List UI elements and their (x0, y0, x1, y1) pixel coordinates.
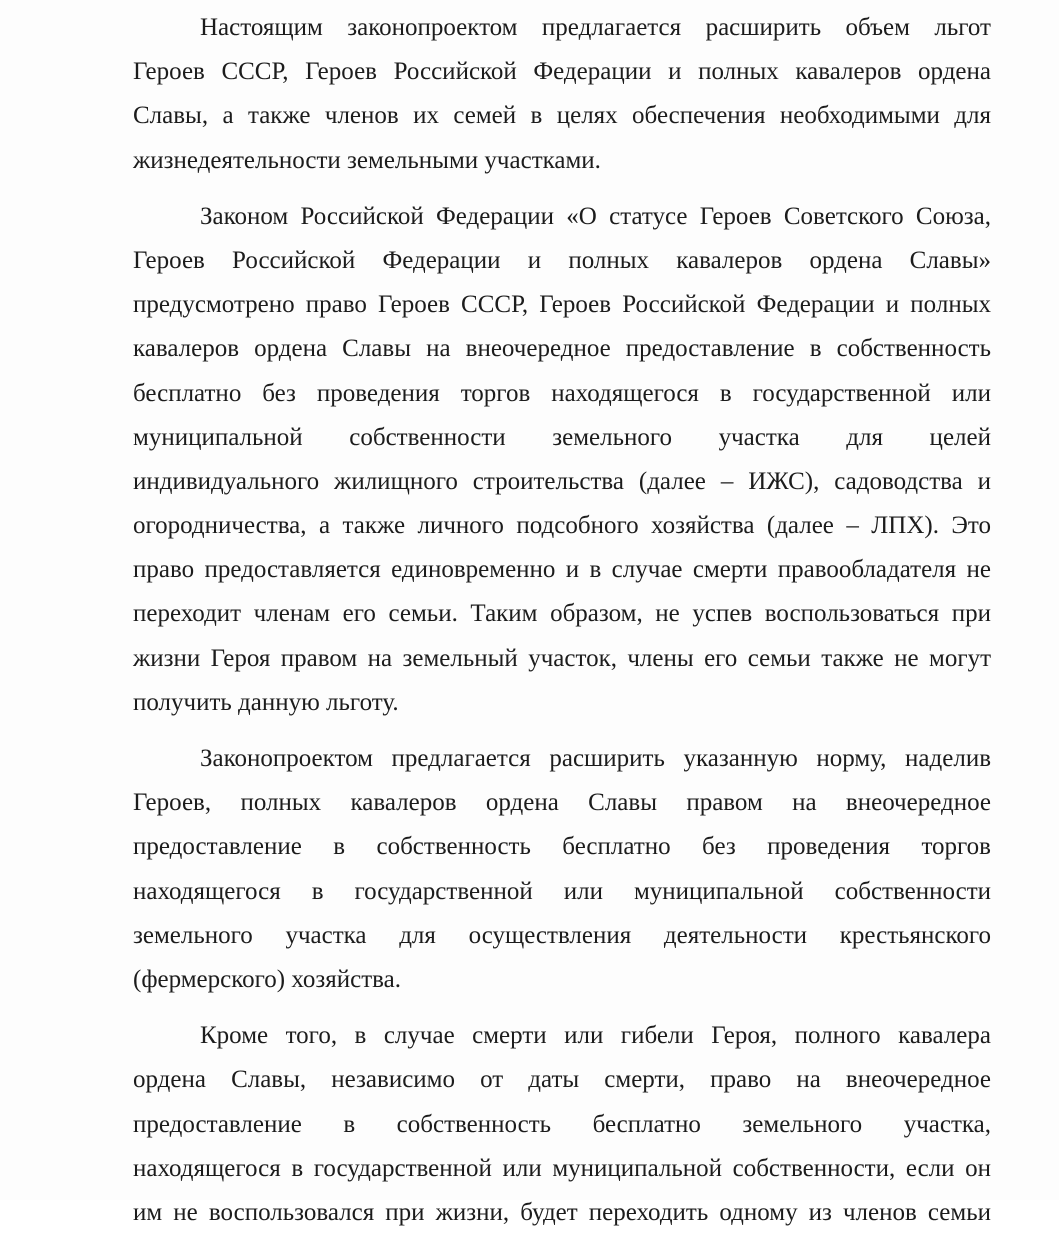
text-line: индивидуального жилищного строительства (далее – ИЖС), садоводства и (133, 467, 991, 495)
text-line: (фермерского) хозяйства. (133, 965, 401, 993)
text-line: Законопроектом предлагается расширить указанную норму, наделив (200, 745, 991, 772)
text-line: Героев, полных кавалеров ордена Славы правом на внеочередное (133, 789, 991, 817)
text-line: получить данную льготу. (133, 688, 399, 716)
text-line: муниципальной собственности земельного участка для целей (133, 423, 991, 451)
paragraph-2 (133, 195, 991, 725)
text-line: право предоставляется единовременно и в случае смерти правообладателя не (133, 556, 991, 584)
paragraph-1 (133, 6, 991, 183)
text-line: огородничества, а также личного подсобного хозяйства (далее – ЛПХ). Это (133, 512, 991, 540)
text-line: Настоящим законопроектом предлагается расширить объем льгот (200, 14, 991, 41)
text-line: земельного участка для осуществления деятельности крестьянского (133, 921, 991, 949)
document-text (133, 6, 991, 1247)
text-line: жизни Героя правом на земельный участок, члены его семьи также не могут (133, 644, 991, 672)
text-line: Героев Российской Федерации и полных кавалеров ордена Славы» (133, 246, 991, 274)
text-line: Славы, а также членов их семей в целях обеспечения необходимыми для (133, 102, 991, 130)
paragraph-3 (133, 737, 991, 1002)
text-line: предоставление в собственность бесплатно без проведения торгов (133, 833, 991, 861)
text-line: переходит членам его семьи. Таким образом, не успев воспользоваться при (133, 600, 991, 628)
paragraph-4 (133, 1014, 991, 1235)
text-line: предусмотрено право Героев СССР, Героев Российской Федерации и полных (133, 291, 991, 319)
text-line: им не воспользовался при жизни, будет переходить одному из членов семьи (133, 1198, 991, 1226)
text-line: предоставление в собственность бесплатно земельного участка, (133, 1110, 991, 1138)
text-line: Героев СССР, Героев Российской Федерации и полных кавалеров ордена (133, 58, 991, 86)
text-line: бесплатно без проведения торгов находящегося в государственной или (133, 379, 991, 407)
text-line: кавалеров ордена Славы на внеочередное предоставление в собственность (133, 335, 991, 363)
text-line: Законом Российской Федерации «О статусе Героев Советского Союза, (200, 202, 991, 230)
text-line: жизнедеятельности земельными участками. (133, 146, 601, 174)
text-line: ордена Славы, независимо от даты смерти, право на внеочередное (133, 1066, 991, 1094)
text-line: находящегося в государственной или муниципальной собственности, если он (133, 1154, 991, 1182)
text-line: Кроме того, в случае смерти или гибели Героя, полного кавалера (200, 1022, 991, 1050)
text-line: находящегося в государственной или муниципальной собственности (133, 877, 991, 905)
